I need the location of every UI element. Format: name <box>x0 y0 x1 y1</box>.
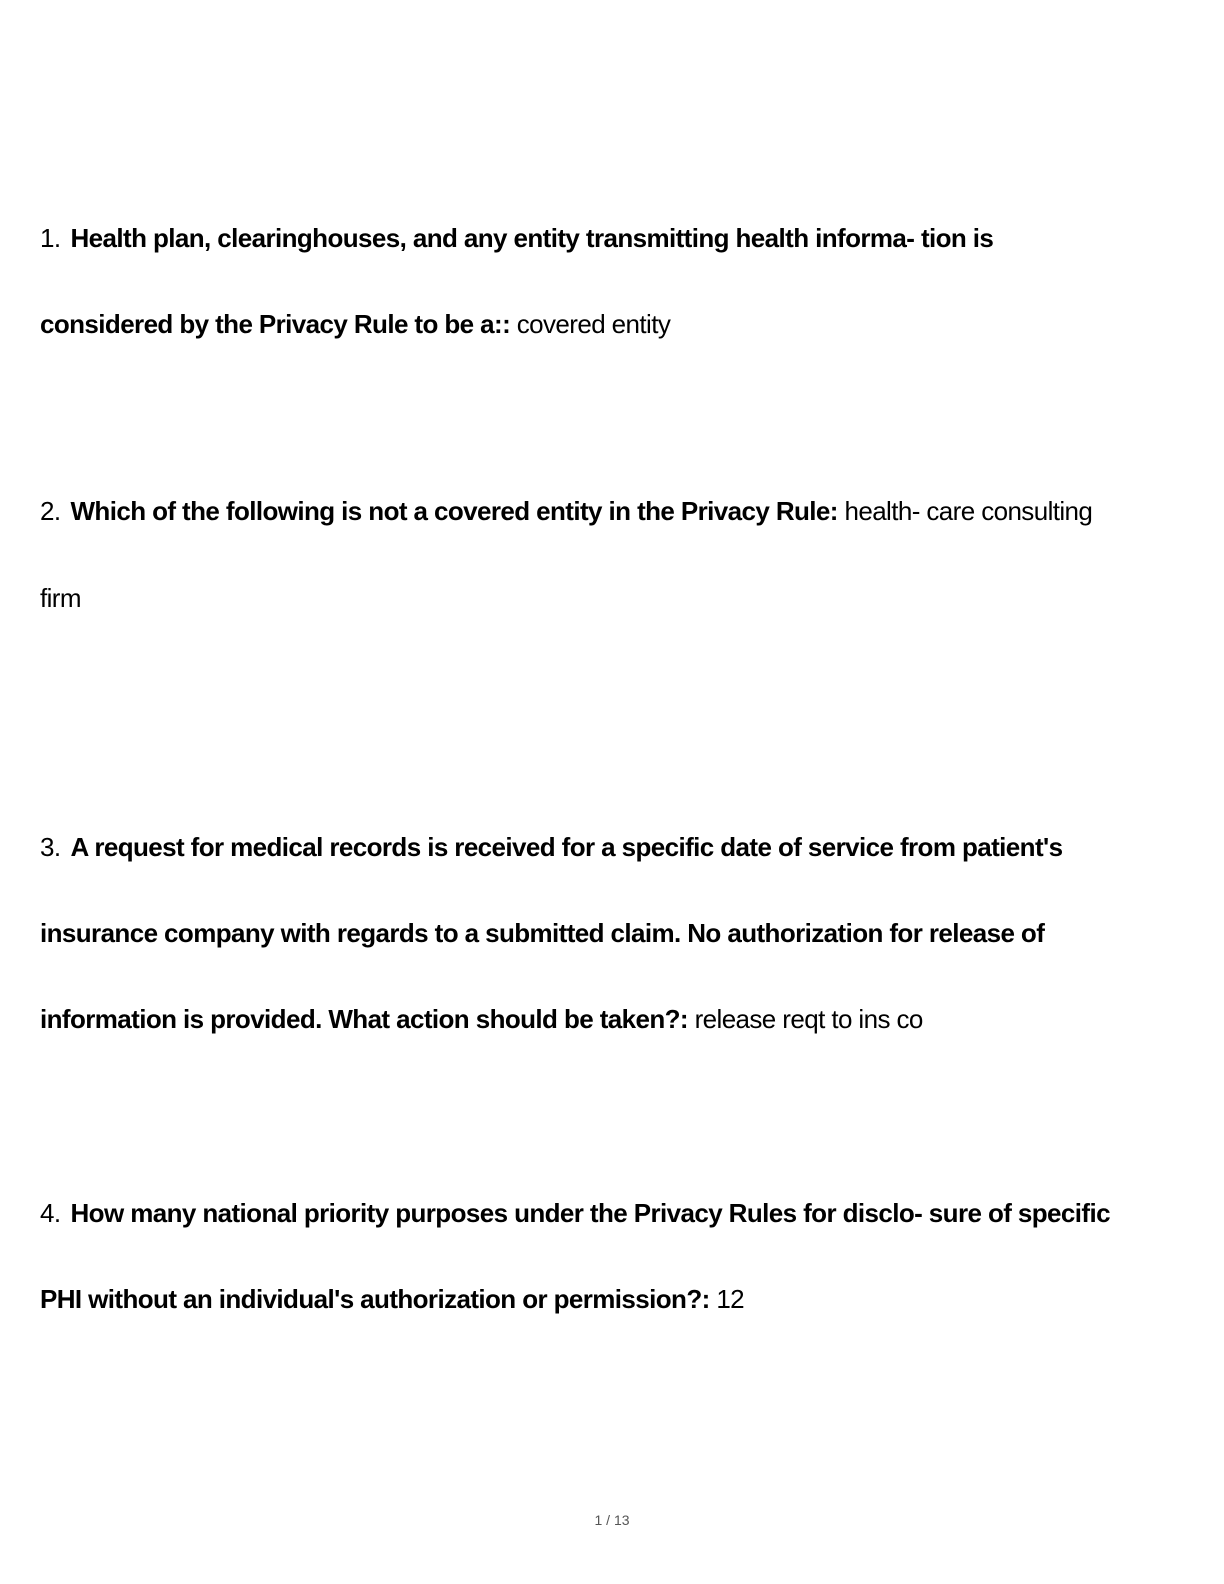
question-text: information is provided. What action should be taken?: <box>40 1004 688 1034</box>
item-2-line-2 <box>40 582 81 614</box>
answer-text: 12 <box>716 1284 745 1314</box>
item-number: 3. <box>40 832 61 862</box>
question-text: Which of the following is not a covered entity in the Privacy Rule: <box>70 496 838 526</box>
item-number: 2. <box>40 496 61 526</box>
item-3-line-2 <box>40 917 1044 949</box>
item-4-line-2 <box>40 1283 744 1315</box>
question-text: PHI without an individual's authorization or permission?: <box>40 1284 710 1314</box>
question-text: How many national priority purposes under the Privacy Rules for disclo- sure of specific <box>70 1198 1110 1228</box>
question-text: A request for medical records is received for a specific date of service from patient's <box>70 832 1063 862</box>
item-3-line-3 <box>40 1003 923 1035</box>
item-1-line-2 <box>40 308 670 340</box>
item-number: 1. <box>40 223 61 253</box>
page-number: 1 / 13 <box>594 1512 630 1528</box>
item-4-line-1 <box>40 1197 1110 1229</box>
item-number: 4. <box>40 1198 61 1228</box>
answer-text: covered entity <box>516 309 671 339</box>
answer-text: release reqt to ins co <box>694 1004 923 1034</box>
answer-text: health- care consulting <box>844 496 1093 526</box>
question-text: considered by the Privacy Rule to be a:: <box>40 309 511 339</box>
item-1-line-1 <box>40 222 993 254</box>
question-text: Health plan, clearinghouses, and any entity transmitting health informa- tion is <box>70 223 994 253</box>
item-2-line-1 <box>40 495 1092 527</box>
question-text: insurance company with regards to a submitted claim. No authorization for release of <box>40 918 1045 948</box>
item-3-line-1 <box>40 831 1062 863</box>
answer-text: firm <box>40 583 81 613</box>
